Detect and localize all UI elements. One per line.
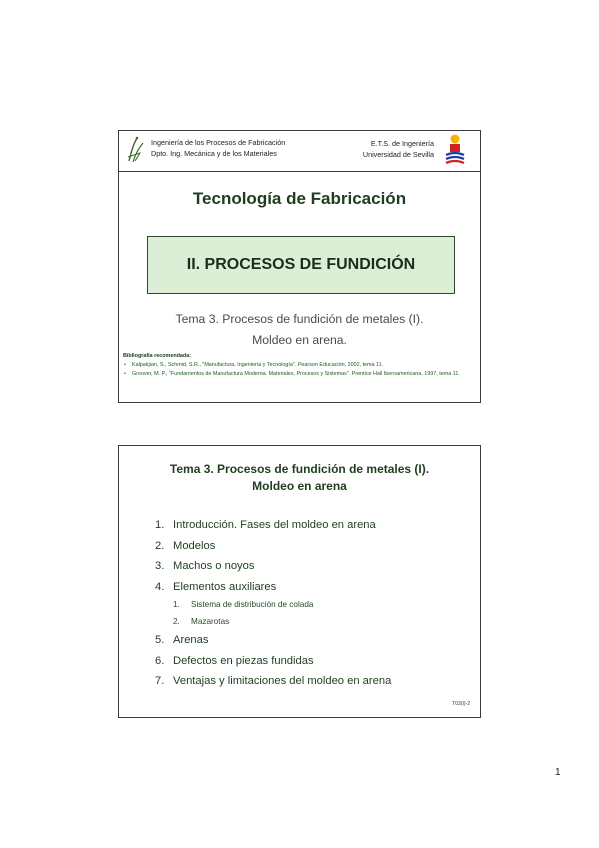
toc-item: 4. Elementos auxiliares xyxy=(155,580,277,593)
page-number: 1 xyxy=(555,767,561,778)
slide-2 xyxy=(118,445,481,718)
toc-subitem: 1. Sistema de distribución de colada xyxy=(173,600,314,609)
department-info xyxy=(151,137,285,159)
toc-subitem: 2. Mazarotas xyxy=(173,616,230,626)
slide-1 xyxy=(118,130,481,403)
toc-item: 7. Ventajas y limitaciones del moldeo en arena xyxy=(155,675,392,687)
university-logo-icon xyxy=(444,133,466,167)
department-logo-icon xyxy=(125,135,147,165)
slide-id: T03(I)-2 xyxy=(452,701,470,707)
department-name: Dpto. Ing. Mecánica y de los Materiales xyxy=(151,149,277,158)
bibliography-item: • Kalpakjian, S., Schmid, S.R., "Manufactura, Ingeniería y Tecnología". Pearson Educación, 2002, tema 11. xyxy=(124,362,384,368)
slide-header xyxy=(119,131,480,172)
university-name: Universidad de Sevilla xyxy=(362,150,434,159)
bullet-icon: • xyxy=(124,371,126,377)
school-name: E.T.S. de Ingeniería xyxy=(370,139,434,148)
university-info xyxy=(363,138,434,160)
bibliography xyxy=(123,352,477,379)
toc-item: 3. Machos o noyos xyxy=(155,560,255,572)
bullet-icon: • xyxy=(124,362,126,368)
toc-item: 5. Arenas xyxy=(155,634,209,646)
slide-title: Tecnología de Fabricación xyxy=(192,189,407,208)
table-of-contents xyxy=(155,515,475,692)
slide-title-line-1: Tema 3. Procesos de fundición de metales (I). xyxy=(169,462,430,476)
section-title-box xyxy=(147,236,455,294)
bibliography-heading: Bibliografía recomendada: xyxy=(123,353,191,359)
subtitle-line-1: Tema 3. Procesos de fundición de metales (I). xyxy=(175,312,424,326)
section-title: II. PROCESOS DE FUNDICIÓN xyxy=(186,256,416,273)
topic-subtitle xyxy=(119,309,480,351)
slide-title xyxy=(119,461,480,495)
slide-title-line-2: Moldeo en arena xyxy=(252,479,347,493)
toc-item: 1. Introducción. Fases del moldeo en arena xyxy=(155,519,376,531)
toc-item: 2. Modelos xyxy=(155,539,216,552)
bibliography-item: • Groover, M. P., "Fundamentos de Manufactura Moderna. Materiales, Procesos y Sistemas". Prentice Hall Iberoamericana, 1997, tema 11. xyxy=(124,371,460,377)
toc-item: 6. Defectos en piezas fundidas xyxy=(155,654,314,667)
course-name: Ingeniería de los Procesos de Fabricación xyxy=(151,138,286,147)
subtitle-line-2: Moldeo en arena. xyxy=(252,333,347,347)
